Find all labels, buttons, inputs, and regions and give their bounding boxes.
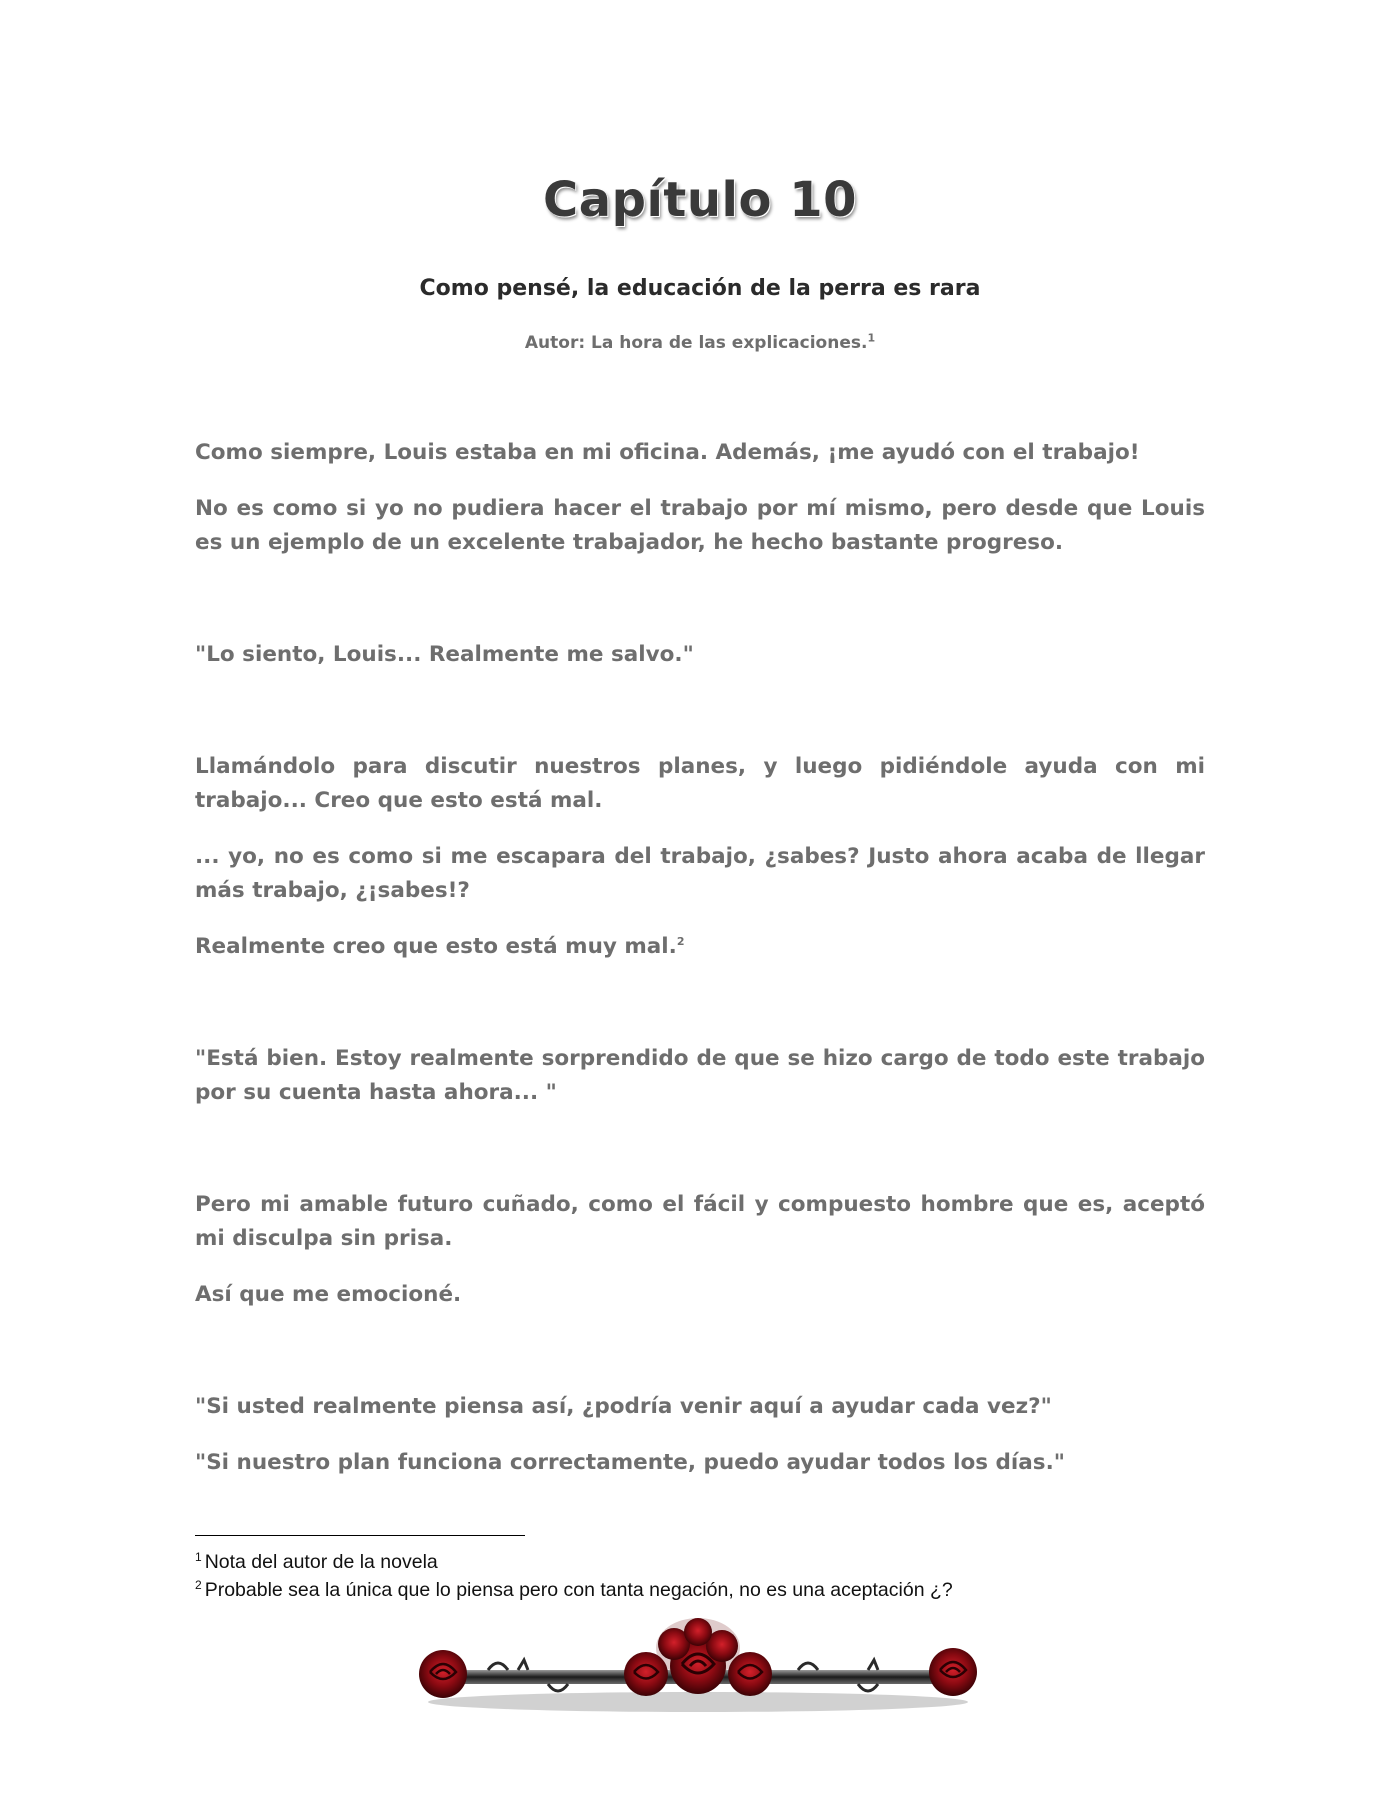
footnote-mark: 2: [195, 1577, 202, 1592]
dialogue-paragraph: "Lo siento, Louis... Realmente me salvo.": [195, 642, 694, 667]
paragraph: Como siempre, Louis estaba en mi oficina. Además, ¡me ayudó con el trabajo!: [195, 440, 1140, 465]
footnote-ref-2: 2: [676, 934, 685, 948]
paragraph: ... yo, no es como si me escapara del trabajo, ¿sabes? Justo ahora acaba de llegar más trabajo, ¿¡sabes!?: [195, 844, 1205, 903]
paragraph-gap: [195, 986, 1205, 1042]
footnote-text: Probable sea la única que lo piensa pero con tanta negación, no es una aceptación ¿?: [204, 1579, 953, 1601]
author-line: [0, 333, 1400, 353]
paragraph: No es como si yo no pudiera hacer el trabajo por mí mismo, pero desde que Louis es un ejemplo de un excelente trabajador, he hecho bastante progreso.: [195, 496, 1205, 555]
paragraph-gap: [195, 1132, 1205, 1188]
author-text: Autor: La hora de las explicaciones.: [524, 333, 868, 353]
chapter-subtitle: Como pensé, la educación de la perra es rara: [419, 276, 981, 301]
chapter-body: [195, 436, 1205, 1502]
footnote-mark: 1: [195, 1549, 202, 1564]
footnote-1: [195, 1548, 1205, 1576]
paragraph: Llamándolo para discutir nuestros planes, y luego pidiéndole ayuda con mi trabajo... Creo que esto está mal.: [195, 754, 1205, 813]
footnote-2: [195, 1576, 1205, 1604]
footnote-ref-1: 1: [867, 331, 876, 345]
paragraph-gap: [195, 582, 1205, 638]
paragraph: [195, 930, 1205, 964]
footnotes: [195, 1548, 1205, 1604]
paragraph: Pero mi amable futuro cuñado, como el fácil y compuesto hombre que es, aceptó mi disculpa sin prisa.: [195, 1192, 1205, 1251]
footnote-text: Nota del autor de la novela: [204, 1551, 438, 1573]
dialogue-paragraph: "Si nuestro plan funciona correctamente, puedo ayudar todos los días.": [195, 1450, 1065, 1475]
dialogue-paragraph: "Si usted realmente piensa así, ¿podría venir aquí a ayudar cada vez?": [195, 1394, 1052, 1419]
paragraph-text: Realmente creo que esto está muy mal.: [195, 934, 677, 959]
paragraph-gap: [195, 694, 1205, 750]
dialogue-paragraph: "Está bien. Estoy realmente sorprendido de que se hizo cargo de todo este trabajo por su cuenta hasta ahora... ": [195, 1046, 1205, 1105]
chapter-title: Capítulo 10: [543, 172, 857, 228]
paragraph: Así que me emocioné.: [195, 1282, 462, 1307]
paragraph-gap: [195, 1334, 1205, 1390]
rose-vine-divider-icon: [398, 1610, 998, 1720]
footnote-separator: [195, 1535, 525, 1536]
